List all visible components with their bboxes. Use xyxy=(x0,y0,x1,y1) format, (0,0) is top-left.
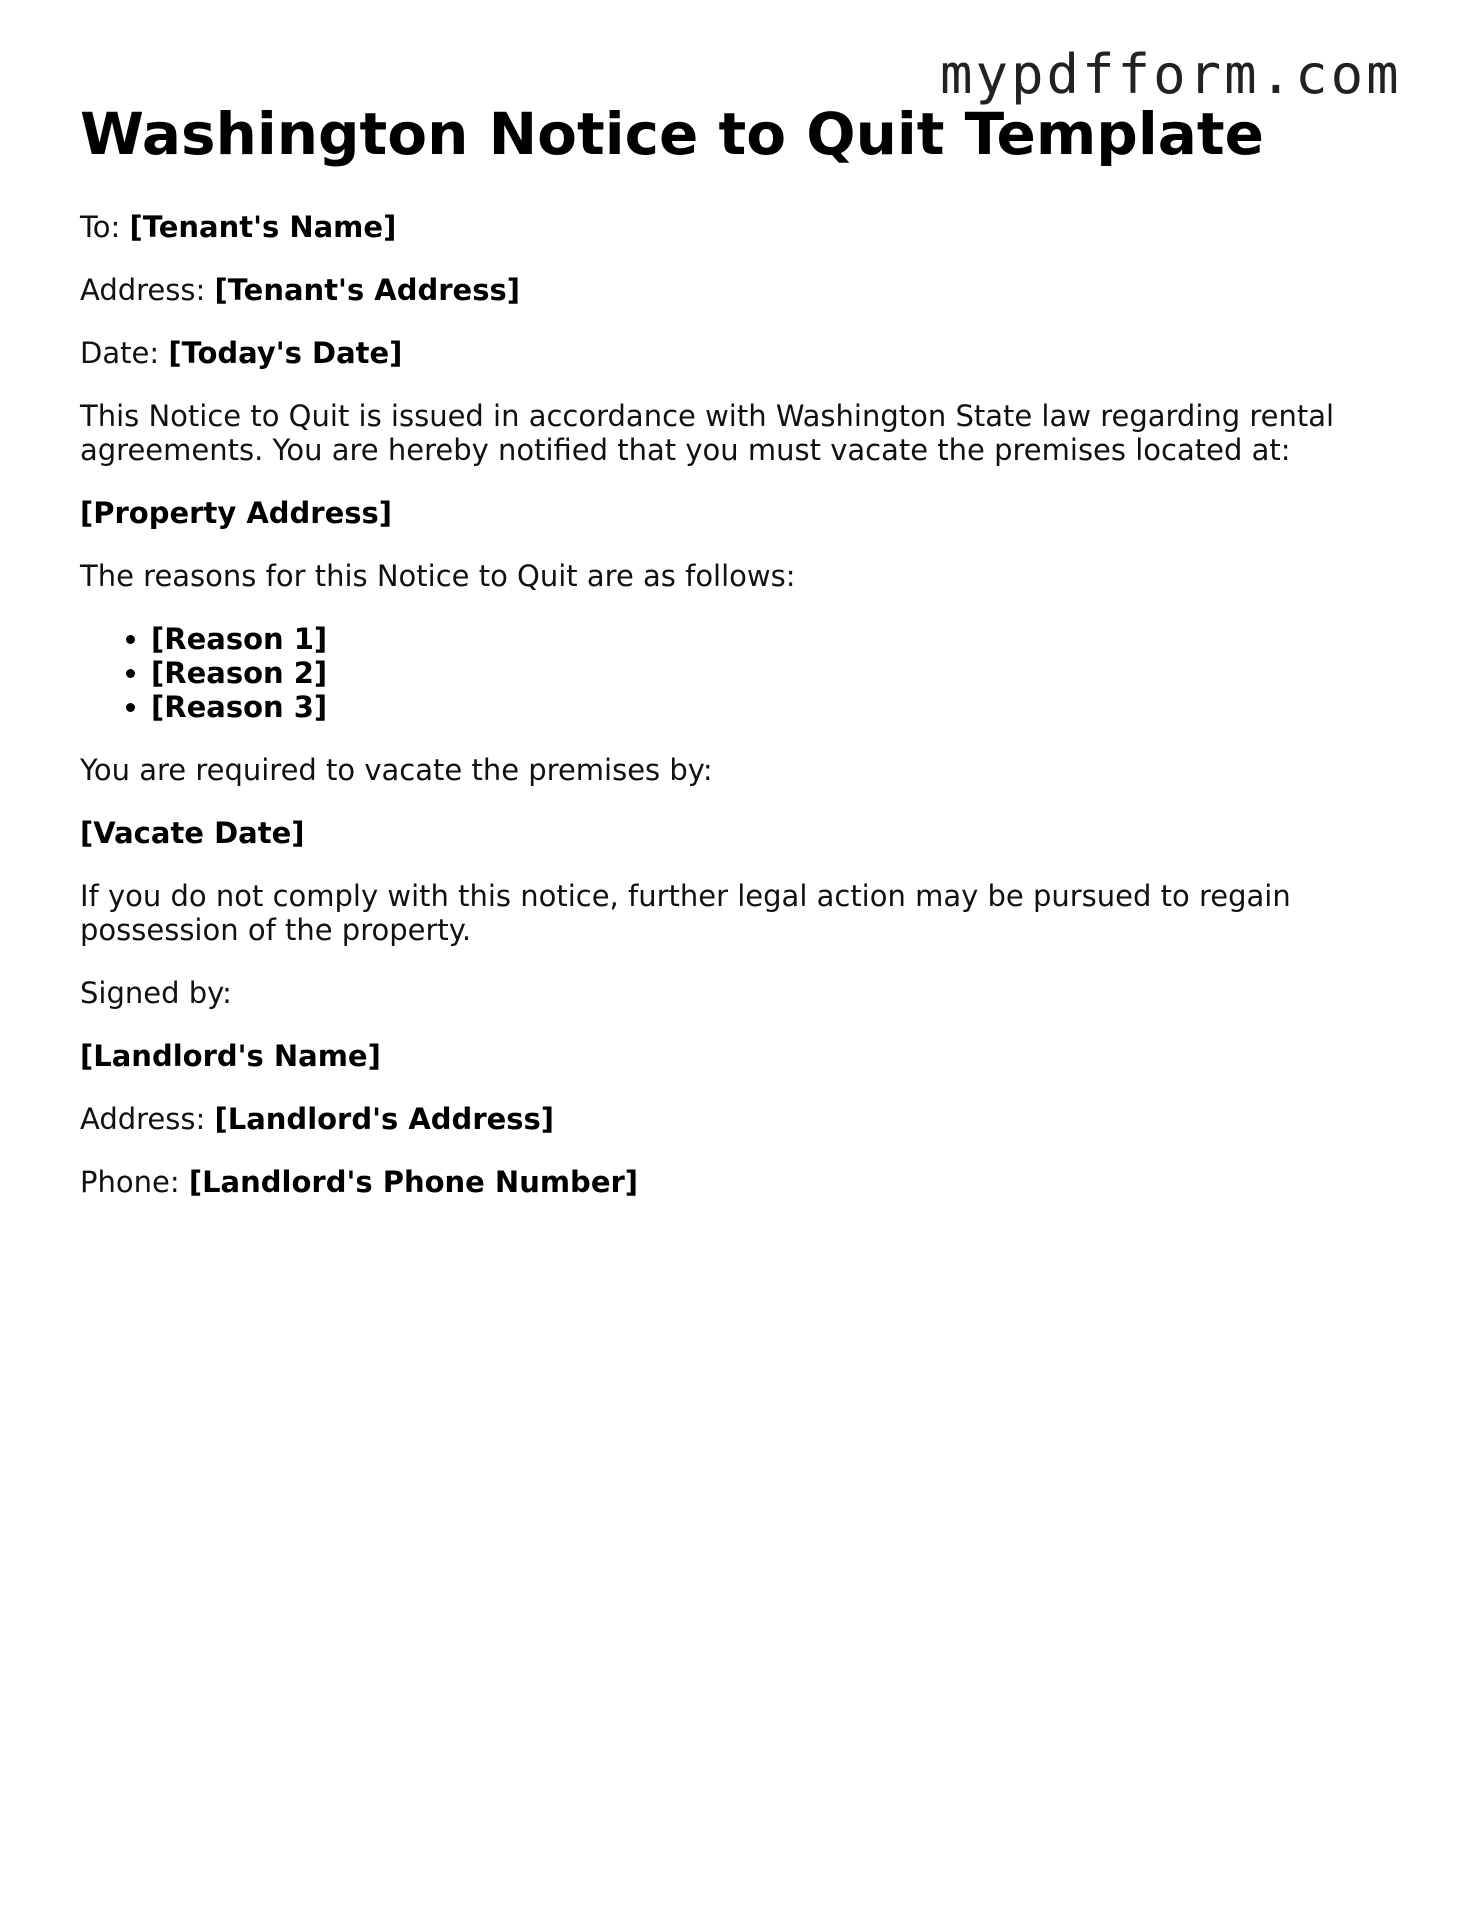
property-address xyxy=(80,496,1410,530)
field-landlord-phone-label: Phone: xyxy=(80,1164,180,1199)
vacate-intro: You are required to vacate the premises by: xyxy=(80,752,713,787)
landlord-name-placeholder: [Landlord's Name] xyxy=(80,1038,381,1073)
landlord-phone-placeholder: [Landlord's Phone Number] xyxy=(188,1164,639,1199)
warning-paragraph: If you do not comply with this notice, further legal action may be pursued to regain possession of the property. xyxy=(80,878,1291,947)
reason-item: • [Reason 2] xyxy=(151,656,1410,690)
tenant-name-placeholder: [Tenant's Name] xyxy=(129,209,397,244)
reason-item: • [Reason 3] xyxy=(151,690,1410,724)
field-date-label: Date: xyxy=(80,335,160,370)
field-to xyxy=(80,210,1410,244)
signed-by-label: Signed by: xyxy=(80,975,232,1010)
document-page xyxy=(80,100,1410,1199)
landlord-name xyxy=(80,1039,1410,1073)
reasons-list xyxy=(80,622,1410,724)
field-tenant-address-label: Address: xyxy=(80,272,206,307)
reasons-intro: The reasons for this Notice to Quit are as follows: xyxy=(80,558,796,593)
tenant-address-placeholder: [Tenant's Address] xyxy=(214,272,521,307)
watermark: mypdfform.com xyxy=(940,43,1402,106)
field-date xyxy=(80,336,1410,370)
reason-item: • [Reason 1] xyxy=(151,622,1410,656)
field-tenant-address xyxy=(80,273,1410,307)
intro-paragraph: This Notice to Quit is issued in accordance with Washington State law regarding rental agreements. You are hereby notified that you must vacate the premises located at: xyxy=(80,398,1335,467)
property-address-placeholder: [Property Address] xyxy=(80,495,393,530)
field-landlord-address-label: Address: xyxy=(80,1101,206,1136)
vacate-date-placeholder: [Vacate Date] xyxy=(80,815,305,850)
date-placeholder: [Today's Date] xyxy=(168,335,403,370)
document-title: Washington Notice to Quit Template xyxy=(80,100,1264,168)
vacate-date xyxy=(80,816,1410,850)
field-landlord-phone xyxy=(80,1165,1410,1199)
field-to-label: To: xyxy=(80,209,121,244)
field-landlord-address xyxy=(80,1102,1410,1136)
landlord-address-placeholder: [Landlord's Address] xyxy=(214,1101,555,1136)
